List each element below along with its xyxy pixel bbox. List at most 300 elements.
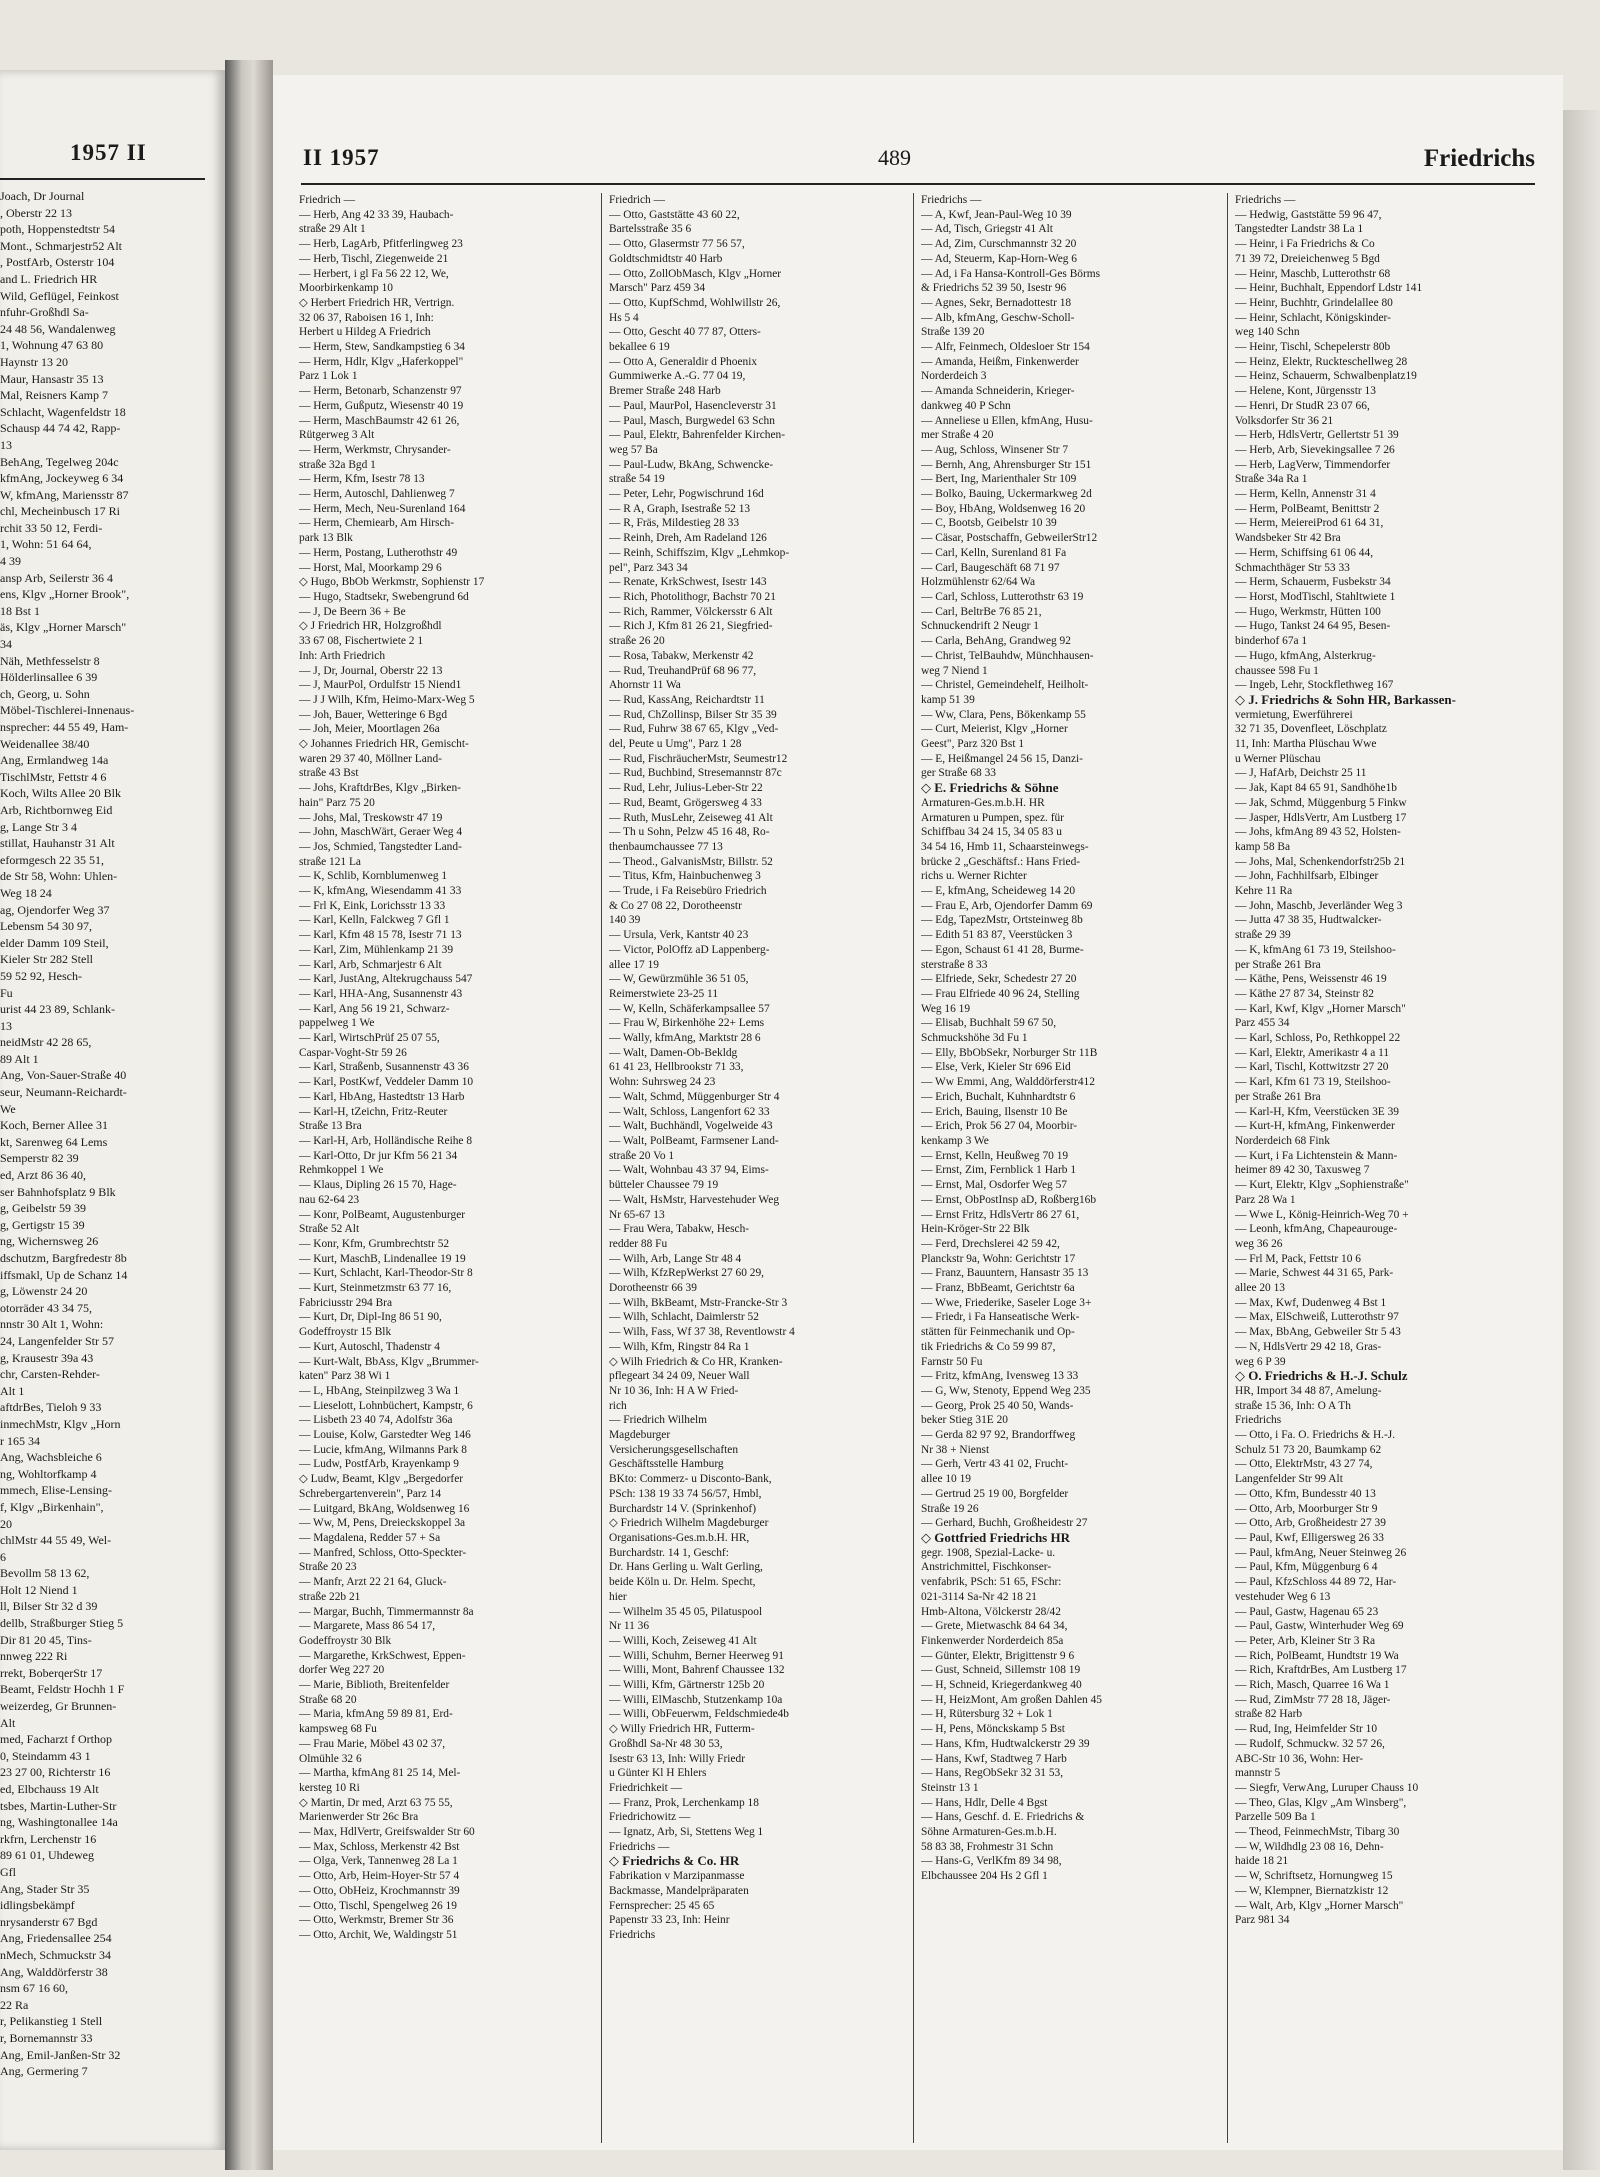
directory-entry-line: Nr 65-67 13: [609, 1208, 665, 1221]
volume-label: II 1957: [303, 145, 380, 170]
left-entry-line: g, Löwenstr 24 20: [0, 1284, 88, 1299]
left-entry-line: rchit 33 50 12, Ferdi-: [0, 520, 103, 535]
directory-entry-line: Friedrichs —: [921, 194, 982, 206]
directory-entry-line: waren 29 37 40, Möllner Land-: [299, 752, 442, 765]
directory-entry-line: — Karl, Kelln, Falckweg 7 Gfl 1: [299, 914, 450, 927]
directory-entry-line: richs u. Werner Richter: [921, 870, 1027, 883]
left-entry-line: Fu: [0, 985, 13, 1000]
directory-entry-line: — Wilh, KfzRepWerkst 27 60 29,: [609, 1267, 765, 1280]
directory-entry-line: — R A, Graph, Isestraße 52 13: [609, 502, 751, 515]
directory-entry-line: — W, Klempner, Biernatzkistr 12: [1235, 1884, 1389, 1897]
left-entry-line: Arb, Richtbornweg Eid: [0, 802, 113, 817]
directory-entry-line: Wohn: Suhrsweg 24 23: [609, 1076, 716, 1089]
directory-entry-line: — Ww, M, Pens, Dreieckskoppel 3a: [299, 1517, 466, 1530]
directory-entry-line: — Ww, Clara, Pens, Bökenkamp 55: [921, 708, 1086, 721]
left-entry-line: idlingsbekämpf: [0, 1898, 75, 1913]
directory-entry-line: vestehuder Weg 6 13: [1235, 1590, 1331, 1603]
directory-entry-line: pel", Parz 343 34: [609, 561, 688, 574]
directory-entry-line: HR, Import 34 48 87, Amelung-: [1235, 1384, 1382, 1397]
directory-entry-line: — Walt, Arb, Klgv „Horner Marsch": [1235, 1899, 1404, 1912]
directory-entry-line: — Martha, kfmAng 81 25 14, Mel-: [299, 1767, 461, 1780]
directory-entry-line: — Herm, Stew, Sandkampstieg 6 34: [299, 341, 465, 354]
directory-entry-line: — Heinr, i Fa Friedrichs & Co: [1235, 238, 1375, 251]
directory-entry-line: — Otto A, Generaldir d Phoenix: [609, 355, 758, 368]
directory-entry-line: Planckstr 9a, Wohn: Gerichtstr 17: [921, 1252, 1076, 1265]
directory-entry-line: — Lisbeth 23 40 74, Adolfstr 36a: [299, 1414, 453, 1427]
directory-entry-line: — Karl, HbAng, Hastedtstr 13 Harb: [299, 1090, 465, 1103]
directory-entry-line: Hmb-Altona, Völckerstr 28/42: [921, 1605, 1061, 1618]
directory-entry-line: — Ernst, Mal, Osdorfer Weg 57: [921, 1179, 1067, 1192]
left-entry-line: Weg 18 24: [0, 885, 52, 900]
directory-entry-line: — H, Schneid, Kriegerdankweg 40: [921, 1679, 1082, 1692]
left-entry-line: 59 52 92, Hesch-: [0, 968, 82, 983]
directory-entry-line: — Hans, Kwf, Stadtweg 7 Harb: [921, 1752, 1067, 1765]
left-entry-line: elder Damm 109 Steil,: [0, 935, 109, 950]
directory-entry-line: ◇ Gottfried Friedrichs HR: [921, 1530, 1070, 1545]
directory-entry-line: — Friedrich Wilhelm: [609, 1414, 708, 1427]
directory-entry-line: — Herm, Werkmstr, Chrysander-: [299, 443, 451, 456]
directory-entry-line: Schiffbau 34 24 15, 34 05 83 u: [921, 826, 1062, 839]
directory-entry-line: Godeffroystr 30 Blk: [299, 1634, 392, 1647]
directory-entry-line: — Herm, Schauerm, Fusbekstr 34: [1235, 576, 1391, 589]
left-entry-line: nsprecher: 44 55 49, Ham-: [0, 720, 129, 734]
left-entry-line: chlMstr 44 55 49, Wel-: [0, 1533, 112, 1548]
left-entry-line: chr, Carsten-Rehder-: [0, 1367, 100, 1382]
directory-entry-line: — Reinh, Dreh, Am Radeland 126: [609, 532, 767, 545]
left-entry-line: seur, Neumann-Reichardt-: [0, 1085, 127, 1100]
directory-entry-line: Wandsbeker Str 42 Bra: [1235, 532, 1341, 545]
directory-entry-line: Straße 13 Bra: [299, 1120, 362, 1133]
directory-entry-line: — Hans, Hdlr, Delle 4 Bgst: [921, 1796, 1048, 1809]
left-entry-line: Möbel-Tischlerei-Innenaus-: [0, 703, 135, 718]
left-entry-line: Alt: [0, 1715, 16, 1730]
left-entry-line: 18 Bst 1: [0, 603, 41, 618]
directory-entry-line: Fabrikation v Marzipanmasse: [609, 1870, 745, 1883]
directory-entry-line: Holzmühlenstr 62/64 Wa: [921, 576, 1036, 589]
directory-entry-line: beker Stieg 31E 20: [921, 1414, 1008, 1427]
directory-entry-line: — Victor, PolOffz aD Lappenberg-: [609, 943, 770, 956]
directory-entry-line: — Willi, ElMaschb, Stutzenkamp 10a: [609, 1693, 783, 1706]
directory-entry-line: ◇ Wilh Friedrich & Co HR, Kranken-: [609, 1355, 783, 1368]
directory-entry-line: thenbaumchaussee 77 13: [609, 840, 723, 853]
directory-entry-line: ◇ Herbert Friedrich HR, Vertrign.: [299, 296, 455, 309]
directory-entry-line: Friedrichs: [1235, 1414, 1282, 1427]
left-entry-line: W, kfmAng, Mariensstr 87: [0, 487, 129, 502]
directory-entry-line: — Marie, Biblioth, Breitenfelder: [299, 1679, 450, 1692]
directory-entry-line: binderhof 67a 1: [1235, 635, 1308, 648]
directory-entry-line: Straße 34a Ra 1: [1235, 473, 1308, 486]
directory-entry-line: — Carl, Kelln, Surenland 81 Fa: [921, 546, 1067, 559]
directory-entry-line: — Konr, PolBeamt, Augustenburger: [299, 1208, 466, 1221]
directory-entry-line: — Rud, FischräucherMstr, Seumestr12: [609, 752, 788, 765]
left-entry-line: stillat, Hauhanstr 31 Alt: [0, 836, 115, 851]
directory-entry-line: weg 36 26: [1235, 1237, 1283, 1250]
directory-entry-line: — Rud, ZimMstr 77 28 18, Jäger-: [1235, 1693, 1391, 1706]
directory-entry-line: — Karl-H, tZeichn, Fritz-Reuter: [299, 1105, 448, 1118]
directory-entry-line: — J, Dr, Journal, Oberstr 22 13: [299, 664, 443, 677]
directory-entry-line: pappelweg 1 We: [299, 1017, 375, 1030]
directory-entry-line: — Olga, Verk, Tannenweg 28 La 1: [299, 1855, 458, 1868]
left-entry-line: rrekt, BoberqerStr 17: [0, 1665, 103, 1680]
left-entry-line: Dir 81 20 45, Tins-: [0, 1632, 92, 1647]
directory-entry-line: — Karl, Schloss, Po, Rethkoppel 22: [1235, 1032, 1401, 1045]
directory-entry-line: — Aug, Schloss, Winsener Str 7: [921, 443, 1069, 456]
directory-entry-line: — Herm, Kfm, Isestr 78 13: [299, 473, 425, 486]
directory-entry-line: ◇ Hugo, BbOb Werkmstr, Sophienstr 17: [299, 576, 485, 589]
directory-entry-line: Farnstr 50 Fu: [921, 1355, 983, 1368]
left-entry-line: 6: [0, 1549, 6, 1564]
left-entry-line: 34: [0, 637, 12, 652]
left-entry-line: 89 61 01, Uhdeweg: [0, 1848, 94, 1863]
directory-entry-line: — Johs, Mal, Schenkendorfstr25b 21: [1235, 855, 1406, 868]
left-entry-line: ng, Wichernsweg 26: [0, 1234, 99, 1249]
left-entry-line: Alt 1: [0, 1383, 25, 1398]
left-entry-line: Ang, Friedensallee 254: [0, 1931, 112, 1946]
directory-entry-line: — Frau Marie, Möbel 43 02 37,: [299, 1737, 446, 1750]
directory-entry-line: — Frau Wera, Tabakw, Hesch-: [609, 1223, 750, 1236]
directory-entry-line: — Lieselott, Lohnbüchert, Kampstr, 6: [299, 1399, 473, 1412]
directory-entry-line: 32 06 37, Raboisen 16 1, Inh:: [299, 311, 434, 324]
directory-entry-line: — Paul, Kfm, Müggenburg 6 4: [1235, 1561, 1378, 1574]
left-entry-line: de Str 58, Wohn: Uhlen-: [0, 869, 118, 884]
directory-entry-line: Gummiwerke A.-G. 77 04 19,: [609, 370, 746, 383]
directory-entry-line: — E, Heißmangel 24 56 15, Danzi-: [921, 752, 1083, 765]
directory-entry-line: Hein-Kröger-Str 22 Blk: [921, 1223, 1030, 1236]
directory-entry-line: Friedrich —: [609, 194, 665, 206]
left-entry-line: kt, Sarenweg 64 Lems: [0, 1134, 108, 1149]
left-entry-line: tsbes, Martin-Luther-Str: [0, 1798, 117, 1813]
directory-entry-line: — Heinr, Maschb, Lutterothstr 68: [1235, 267, 1391, 280]
directory-entry-line: — Jos, Schmied, Tangstedter Land-: [299, 840, 462, 853]
directory-entry-line: — Wilhelm 35 45 05, Pilatuspool: [609, 1605, 763, 1618]
directory-entry-line: — Otto, Arb, Moorburger Str 9: [1235, 1502, 1378, 1515]
left-entry-line: 0, Steindamm 43 1: [0, 1748, 91, 1763]
directory-entry-line: — Otto, Gescht 40 77 87, Otters-: [609, 326, 761, 339]
directory-entry-line: — W, Gewürzmühle 36 51 05,: [609, 973, 749, 986]
directory-entry-line: — Hugo, Tankst 24 64 95, Besen-: [1235, 620, 1391, 633]
directory-entry-line: vermietung, Ewerführerei: [1235, 708, 1353, 721]
directory-entry-line: BKto: Commerz- u Disconto-Bank,: [609, 1473, 772, 1486]
left-entry-line: We: [0, 1101, 16, 1116]
directory-entry-line: PSch: 138 19 33 74 56/57, Hmbl,: [609, 1487, 762, 1500]
directory-entry-line: — K, kfmAng, Wiesendamm 41 33: [299, 885, 462, 898]
directory-entry-line: — Karl, Kfm 61 73 19, Steilshoo-: [1235, 1076, 1391, 1089]
left-entry-line: Ang, Stader Str 35: [0, 1881, 90, 1896]
directory-entry-line: — Th u Sohn, Pelzw 45 16 48, Ro-: [609, 826, 770, 839]
directory-entry-line: — W, Kelln, Schäferkampsallee 57: [609, 1002, 770, 1015]
directory-entry-line: ABC-Str 10 36, Wohn: Her-: [1235, 1752, 1364, 1765]
directory-entry-line: — Bert, Ing, Marienthaler Str 109: [921, 473, 1077, 486]
directory-entry-line: — Paul, Gastw, Hagenau 65 23: [1235, 1605, 1379, 1618]
directory-entry-line: Geest", Parz 320 Bst 1: [921, 738, 1025, 751]
directory-entry-line: tik Friedrichs & Co 59 99 87,: [921, 1340, 1056, 1353]
directory-entry-line: — Titus, Kfm, Hainbuchenweg 3: [609, 870, 761, 883]
directory-entry-line: — Erich, Bauing, Ilsenstr 10 Be: [921, 1105, 1068, 1118]
directory-entry-line: straße 121 La: [299, 855, 361, 868]
directory-entry-line: Parz 28 Wa 1: [1235, 1193, 1296, 1206]
directory-entry-line: — Frau W, Birkenhöhe 22+ Lems: [609, 1017, 765, 1030]
directory-entry-line: Langenfelder Str 99 Alt: [1235, 1473, 1343, 1486]
directory-entry-line: katen" Parz 38 Wi 1: [299, 1370, 391, 1383]
left-entry-line: and L. Friedrich HR: [0, 271, 98, 286]
directory-entry-line: — Luitgard, BkAng, Woldsenweg 16: [299, 1502, 470, 1515]
directory-entry-line: — Johs, KraftdrBes, Klgv „Birken-: [299, 782, 461, 795]
left-entry-line: Holt 12 Niend 1: [0, 1582, 78, 1597]
left-entry-line: 13: [0, 1018, 12, 1033]
directory-entry-line: — Otto, ObHeiz, Krochmannstr 39: [299, 1884, 460, 1897]
directory-entry-line: u Günter Kl H Ehlers: [609, 1767, 707, 1780]
directory-entry-line: — Rosa, Tabakw, Merkenstr 42: [609, 649, 754, 662]
directory-entry-line: — Karl, Elektr, Amerikastr 4 a 11: [1235, 1046, 1390, 1059]
directory-entry-line: — Herm, Mech, Neu-Surenland 164: [299, 502, 466, 515]
directory-column-2: [609, 193, 897, 2148]
column-divider: [601, 193, 602, 2143]
left-entry-line: 1, Wohnung 47 63 80: [0, 338, 104, 353]
directory-entry-line: — Boy, HbAng, Woldsenweg 16 20: [921, 502, 1086, 515]
directory-entry-line: — Peter, Arb, Kleiner Str 3 Ra: [1235, 1634, 1376, 1647]
directory-entry-line: Backmasse, Mandelpräparaten: [609, 1884, 749, 1897]
directory-entry-line: — Agnes, Sekr, Bernadottestr 18: [921, 296, 1072, 309]
directory-entry-line: — Karl, WirtschPrüf 25 07 55,: [299, 1032, 440, 1045]
directory-entry-line: — Alfr, Feinmech, Oldesloer Str 154: [921, 341, 1090, 354]
directory-entry-line: — Joh, Meier, Moortlagen 26a: [299, 723, 440, 736]
left-entry-line: aftdrBes, Tieloh 9 33: [0, 1400, 102, 1415]
directory-entry-line: — Carla, BehAng, Grandweg 92: [921, 635, 1071, 648]
directory-entry-line: — G, Ww, Stenoty, Eppend Weg 235: [921, 1384, 1091, 1397]
left-entry-line: Wild, Geflügel, Feinkost: [0, 288, 119, 303]
directory-entry-line: — Rud, Lehr, Julius-Leber-Str 22: [609, 782, 763, 795]
directory-entry-line: Bartelsstraße 35 6: [609, 223, 692, 236]
left-entry-line: 1, Wohn: 51 64 64,: [0, 537, 92, 552]
directory-entry-line: — Margarethe, KrkSchwest, Eppen-: [299, 1649, 466, 1662]
directory-entry-line: — Walt, PolBeamt, Farmsener Land-: [609, 1135, 779, 1147]
directory-entry-line: — Henri, Dr StudR 23 07 66,: [1235, 399, 1370, 412]
directory-entry-line: — Horst, ModTischl, Stahltwiete 1: [1235, 590, 1396, 603]
directory-entry-line: — Fritz, kfmAng, Ivensweg 13 33: [921, 1370, 1079, 1383]
directory-entry-line: 61 41 23, Hellbrookstr 71 33,: [609, 1061, 744, 1074]
directory-entry-line: — Christel, Gemeindehelf, Heilholt-: [921, 679, 1089, 692]
directory-entry-line: — Max, Schloss, Merkenstr 42 Bst: [299, 1840, 460, 1853]
directory-entry-line: — Herm, Chemiearb, Am Hirsch-: [299, 517, 455, 530]
directory-entry-line: hain" Parz 75 20: [299, 796, 375, 809]
directory-entry-line: straße 15 36, Inh: O A Th: [1235, 1399, 1351, 1412]
directory-entry-line: — Rud, ChZollinsp, Bilser Str 35 39: [609, 708, 777, 721]
directory-entry-line: Friedrichowitz —: [609, 1811, 691, 1824]
left-entry-line: nnstr 30 Alt 1, Wohn:: [0, 1317, 104, 1332]
directory-entry-line: — Hans-G, VerlKfm 89 34 98,: [921, 1855, 1062, 1868]
directory-entry-line: Caspar-Voght-Str 59 26: [299, 1046, 407, 1059]
directory-entry-line: — Theod, FeinmechMstr, Tibarg 30: [1235, 1826, 1400, 1839]
directory-entry-line: — Rich J, Kfm 81 26 21, Siegfried-: [609, 620, 773, 633]
left-entry-line: eformgesch 22 35 51,: [0, 852, 104, 867]
directory-entry-line: — Rich, Masch, Quarree 16 Wa 1: [1235, 1679, 1390, 1692]
left-entry-line: Gfl: [0, 1864, 16, 1879]
directory-entry-line: — Ernst, Zim, Fernblick 1 Harb 1: [921, 1164, 1077, 1177]
column-divider: [913, 193, 914, 2143]
directory-entry-line: — Kurt, MaschB, Lindenallee 19 19: [299, 1252, 466, 1265]
left-entry-line: g, Krausestr 39a 43: [0, 1350, 94, 1365]
directory-entry-line: — Kurt, Autoschl, Thadenstr 4: [299, 1340, 440, 1353]
page-header: [303, 145, 1535, 179]
left-entry-line: nsm 67 16 60,: [0, 1981, 69, 1996]
directory-entry-line: — Gertrud 25 19 00, Borgfelder: [921, 1487, 1069, 1500]
directory-entry-line: — Edith 51 83 87, Veerstücken 3: [921, 929, 1073, 942]
directory-entry-line: — Wilh, Kfm, Ringstr 84 Ra 1: [609, 1340, 750, 1353]
directory-entry-line: — Walt, Damen-Ob-Bekldg: [609, 1046, 738, 1059]
directory-entry-line: — Ww Emmi, Ang, Walddörferstr412: [921, 1076, 1095, 1089]
directory-entry-line: — Magdalena, Redder 57 + Sa: [299, 1531, 441, 1544]
directory-entry-line: Weg 16 19: [921, 1002, 971, 1015]
directory-entry-line: — Paul-Ludw, BkAng, Schwencke-: [609, 458, 774, 471]
directory-entry-line: — Karl, PostKwf, Veddeler Damm 10: [299, 1076, 474, 1089]
directory-entry-line: — Heinr, Buchhtr, Grindelallee 80: [1235, 296, 1393, 309]
directory-entry-line: — Max, Kwf, Dudenweg 4 Bst 1: [1235, 1296, 1387, 1309]
directory-entry-line: Schrebergartenverein", Parz 14: [299, 1487, 442, 1500]
directory-entry-line: — Kurt-Walt, BbAss, Klgv „Brummer-: [299, 1355, 479, 1368]
left-entry-line: r, Bornemannstr 33: [0, 2030, 93, 2045]
left-entry-line: Ang, Von-Sauer-Straße 40: [0, 1068, 127, 1083]
directory-entry-line: — Erich, Buchalt, Kuhnhardtstr 6: [921, 1090, 1076, 1103]
directory-entry-line: Papenstr 33 23, Inh: Heinr: [609, 1914, 730, 1927]
directory-entry-line: Goldtschmidtstr 40 Harb: [609, 252, 723, 265]
directory-entry-line: Schmachthäger Str 53 33: [1235, 561, 1350, 574]
directory-entry-line: — Herb, LagVerw, Timmendorfer: [1235, 458, 1391, 471]
directory-entry-line: venfabrik, PSch: 51 65, FSchr:: [921, 1576, 1062, 1589]
left-entry-line: chl, Mecheinbusch 17 Ri: [0, 504, 120, 519]
directory-entry-line: — Heinr, Buchhalt, Eppendorf Ldstr 141: [1235, 282, 1423, 295]
directory-entry-line: Versicherungsgesellschaften: [609, 1443, 739, 1456]
directory-entry-line: straße 20 Vo 1: [609, 1149, 675, 1162]
left-page-entries: [0, 188, 220, 2080]
directory-entry-line: Parz 1 Lok 1: [299, 370, 358, 383]
directory-entry-line: — Herb, Arb, Sievekingsallee 7 26: [1235, 443, 1395, 456]
directory-entry-line: — Ernst, Kelln, Heußweg 70 19: [921, 1149, 1069, 1162]
directory-entry-line: — Karl, Zim, Mühlenkamp 21 39: [299, 943, 454, 956]
directory-column-3: [921, 193, 1209, 2148]
directory-entry-line: 34 54 16, Hmb 11, Schaarsteinwegs-: [921, 840, 1089, 853]
directory-entry-line: — Walt, Schloss, Langenfort 62 33: [609, 1105, 770, 1118]
directory-entry-line: — Erich, Prok 56 27 04, Moorbir-: [921, 1120, 1078, 1133]
directory-entry-line: — Egon, Schaust 61 41 28, Burme-: [921, 943, 1084, 956]
directory-entry-line: — Rich, KraftdrBes, Am Lustberg 17: [1235, 1664, 1407, 1677]
left-entry-line: Maur, Hansastr 35 13: [0, 371, 104, 386]
directory-entry-line: — Herb, Ang 42 33 39, Haubach-: [299, 208, 454, 221]
directory-entry-line: — Max, BbAng, Gebweiler Str 5 43: [1235, 1326, 1401, 1339]
directory-entry-line: — Otto, Kfm, Bundesstr 40 13: [1235, 1487, 1376, 1500]
directory-entry-line: ◇ J. Friedrichs & Sohn HR, Barkassen-: [1235, 692, 1456, 707]
directory-entry-line: — Hans, RegObSekr 32 31 53,: [921, 1767, 1064, 1780]
directory-entry-line: — Helene, Kont, Jürgensstr 13: [1235, 385, 1376, 398]
left-entry-line: g, Gertigstr 15 39: [0, 1217, 85, 1232]
directory-entry-line: — Johs, Mal, Treskowstr 47 19: [299, 811, 443, 824]
directory-entry-line: — Theod., GalvanisMstr, Billstr. 52: [609, 855, 773, 868]
left-entry-line: g, Lange Str 3 4: [0, 819, 77, 834]
directory-entry-line: weg 6 P 39: [1235, 1355, 1286, 1368]
directory-entry-line: Geschäftsstelle Hamburg: [609, 1458, 724, 1471]
left-entry-line: neidMstr 42 28 65,: [0, 1035, 92, 1050]
directory-entry-line: — Wilh, Arb, Lange Str 48 4: [609, 1252, 742, 1265]
directory-entry-line: — Paul, KfzSchloss 44 89 72, Har-: [1235, 1576, 1397, 1589]
directory-entry-line: — Herm, Gußputz, Wiesenstr 40 19: [299, 399, 464, 412]
directory-entry-line: — Walt, HsMstr, Harvestehuder Weg: [609, 1193, 780, 1206]
directory-entry-line: — Elfriede, Sekr, Schedestr 27 20: [921, 973, 1077, 986]
left-entry-line: ll, Bilser Str 32 d 39: [0, 1599, 98, 1614]
directory-entry-line: — Margarete, Mass 86 54 17,: [299, 1620, 436, 1633]
directory-entry-line: — W, Schriftsetz, Hornungweg 15: [1235, 1870, 1393, 1883]
directory-entry-line: — Otto, ZollObMasch, Klgv „Horner: [609, 267, 782, 280]
directory-entry-line: — Carl, Schloss, Lutterothstr 63 19: [921, 590, 1084, 603]
directory-columns: [299, 193, 1541, 2148]
directory-entry-line: Schmuckshöhe 3d Fu 1: [921, 1032, 1028, 1045]
directory-entry-line: straße 22b 21: [299, 1590, 361, 1603]
directory-entry-line: — Edg, TapezMstr, Ortsteinweg 8b: [921, 914, 1083, 927]
directory-entry-line: — Curt, Meierist, Klgv „Horner: [921, 723, 1068, 736]
directory-entry-line: — Grete, Mietwaschk 84 64 34,: [921, 1620, 1068, 1633]
directory-entry-line: Dr. Hans Gerling u. Walt Gerling,: [609, 1561, 763, 1574]
directory-entry-line: Steinstr 13 1: [921, 1781, 979, 1794]
directory-entry-line: — Theo, Glas, Klgv „Am Winsberg",: [1235, 1796, 1407, 1809]
directory-entry-line: — Hedwig, Gaststätte 59 96 47,: [1235, 208, 1382, 221]
directory-entry-line: — Paul, Kwf, Elligersweg 26 33: [1235, 1531, 1385, 1544]
directory-entry-line: brücke 2 „Geschäftsf.: Hans Fried-: [921, 855, 1081, 868]
directory-entry-line: — Bernh, Ang, Ahrensburger Str 151: [921, 458, 1092, 471]
directory-entry-line: — Gerh, Vertr 43 41 02, Frucht-: [921, 1458, 1069, 1471]
directory-column-1: [299, 193, 587, 2148]
directory-entry-line: Tangstedter Landstr 38 La 1: [1235, 223, 1364, 236]
directory-entry-line: Burchardstr 14 V. (Sprinkenhof): [609, 1502, 757, 1515]
directory-entry-line: — Ad, Steuerm, Kap-Horn-Weg 6: [921, 252, 1077, 265]
directory-entry-line: — J J Wilh, Kfm, Heimo-Marx-Weg 5: [299, 693, 475, 706]
directory-entry-line: Straße 20 23: [299, 1561, 357, 1574]
left-entry-line: Joach, Dr Journal: [0, 189, 85, 203]
directory-entry-line: Organisations-Ges.m.b.H. HR,: [609, 1531, 750, 1544]
directory-entry-line: — Paul, Masch, Burgwedel 63 Schn: [609, 414, 775, 427]
directory-entry-line: — Karl-Otto, Dr jur Kfm 56 21 34: [299, 1149, 458, 1162]
directory-entry-line: — Herm, Autoschl, Dahlienweg 7: [299, 488, 455, 501]
directory-entry-line: — Rud, Ing, Heimfelder Str 10: [1235, 1723, 1378, 1736]
directory-entry-line: — Wilh, Fass, Wf 37 38, Reventlowstr 4: [609, 1326, 795, 1339]
directory-entry-line: — Elisab, Buchhalt 59 67 50,: [921, 1017, 1057, 1030]
directory-entry-line: kenkamp 3 We: [921, 1135, 989, 1147]
directory-entry-line: del, Peute u Umg", Parz 1 28: [609, 738, 742, 751]
left-entry-line: 23 27 00, Richterstr 16: [0, 1765, 111, 1780]
directory-entry-line: Isestr 63 13, Inh: Willy Friedr: [609, 1752, 746, 1765]
directory-entry-line: mannstr 5: [1235, 1767, 1281, 1780]
directory-entry-line: bütteler Chaussee 79 19: [609, 1179, 719, 1192]
directory-entry-line: — Maria, kfmAng 59 89 81, Erd-: [299, 1708, 453, 1721]
left-entry-line: med, Facharzt f Orthop: [0, 1732, 112, 1747]
directory-entry-line: — Frau E, Arb, Ojendorfer Damm 69: [921, 899, 1093, 912]
left-entry-line: nMech, Schmuckstr 34: [0, 1947, 111, 1962]
directory-entry-line: Straße 139 20: [921, 326, 985, 339]
directory-entry-line: — Karl, HHA-Ang, Susannenstr 43: [299, 987, 463, 1000]
directory-entry-line: — H, Pens, Mönckskamp 5 Bst: [921, 1723, 1065, 1736]
directory-entry-line: — Georg, Prok 25 40 50, Wands-: [921, 1399, 1074, 1412]
directory-entry-line: ger Straße 68 33: [921, 767, 996, 780]
directory-entry-line: Straße 52 Alt: [299, 1223, 360, 1236]
directory-entry-line: — Franz, Prok, Lerchenkamp 18: [609, 1796, 759, 1809]
directory-entry-line: — Karl, Straßenb, Susannenstr 43 36: [299, 1061, 469, 1074]
directory-entry-line: — Willi, Schuhm, Berner Heerweg 91: [609, 1649, 784, 1662]
directory-entry-line: — Rudolf, Schmuckw. 32 57 26,: [1235, 1737, 1385, 1750]
directory-entry-line: — Kurt, Dr, Dipl-Ing 86 51 90,: [299, 1311, 442, 1324]
directory-entry-line: — Käthe 27 87 34, Steinstr 82: [1235, 987, 1374, 1000]
directory-entry-line: — Rud, TreuhandPrüf 68 96 77,: [609, 664, 757, 677]
directory-entry-line: — Jasper, HdlsVertr, Am Lustberg 17: [1235, 811, 1407, 824]
directory-entry-line: — Gerhard, Buchh, Großheidestr 27: [921, 1517, 1088, 1530]
directory-entry-line: Godeffroystr 15 Blk: [299, 1326, 392, 1339]
directory-entry-line: per Straße 261 Bra: [1235, 958, 1321, 971]
